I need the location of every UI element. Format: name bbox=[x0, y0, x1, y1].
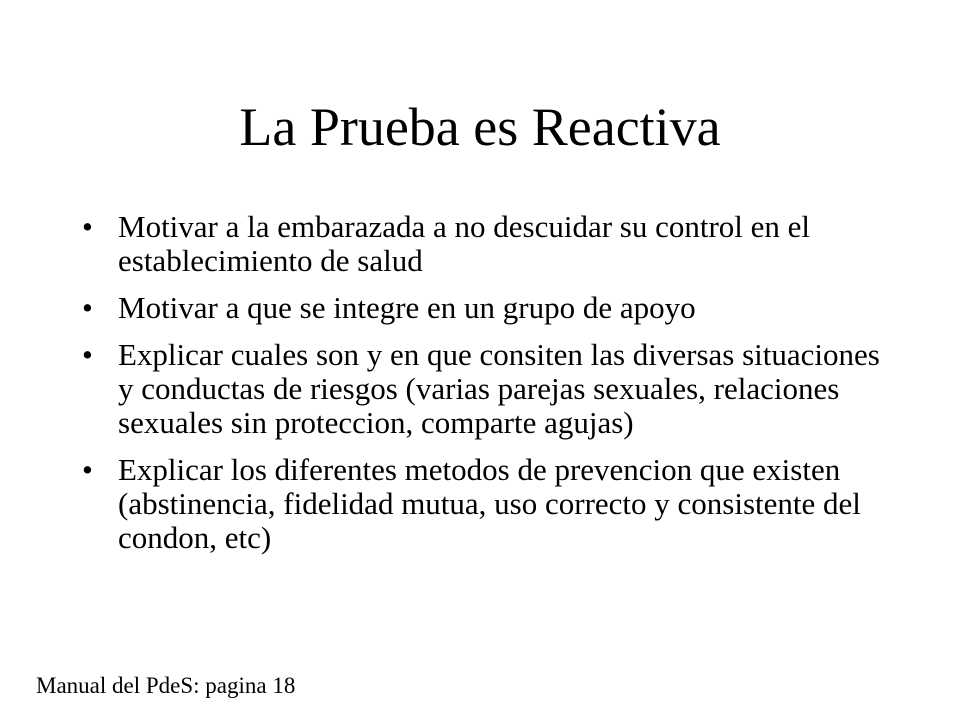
slide-title: La Prueba es Reactiva bbox=[239, 97, 721, 157]
bullet-text: Explicar cuales son y en que consiten las diversas situaciones y conductas de riesgos (varias parejas sexuales, relaciones sexuales sin proteccion, comparte agujas) bbox=[118, 337, 880, 440]
footer-note: Manual del PdeS: pagina 18 bbox=[36, 673, 296, 698]
bullet-icon: • bbox=[82, 452, 93, 487]
bullet-list bbox=[72, 210, 892, 568]
bullet-item bbox=[72, 291, 892, 325]
bullet-text: Motivar a que se integre en un grupo de apoyo bbox=[118, 290, 696, 325]
bullet-item bbox=[72, 338, 892, 440]
bullet-text: Explicar los diferentes metodos de prevencion que existen (abstinencia, fidelidad mutua, uso correcto y consistente del condon, etc) bbox=[118, 452, 861, 555]
bullet-item bbox=[72, 210, 892, 278]
bullet-icon: • bbox=[82, 337, 93, 372]
bullet-icon: • bbox=[82, 209, 93, 244]
bullet-icon: • bbox=[82, 290, 93, 325]
bullet-item bbox=[72, 453, 892, 555]
bullet-text: Motivar a la embarazada a no descuidar su control en el establecimiento de salud bbox=[118, 209, 811, 278]
